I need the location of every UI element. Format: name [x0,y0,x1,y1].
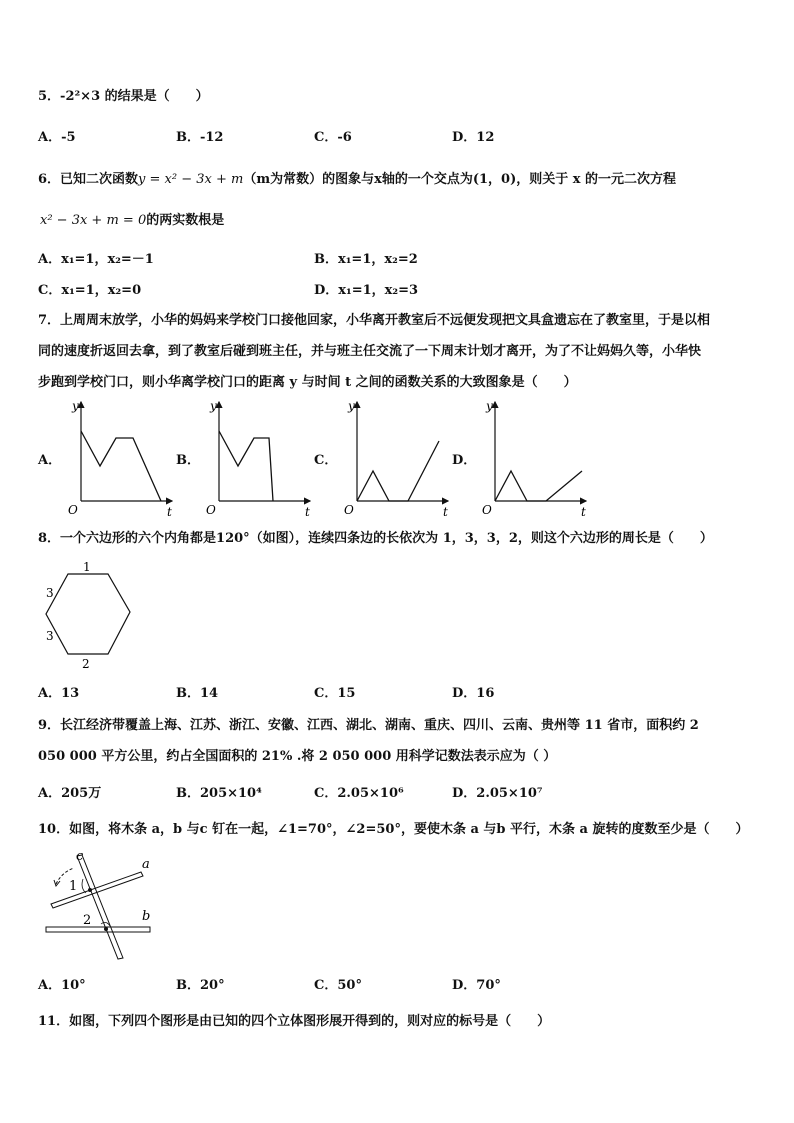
origin-label: O [482,503,492,517]
q9-stem-line1: 9．长江经济带覆盖上海、江苏、浙江、安徽、江西、湖北、湖南、重庆、四川、云南、贵州等 11 省市，面积约 2 [38,718,699,733]
q6-option-d: D．x₁=1，x₂=3 [314,283,419,298]
q8-hexagon-figure [38,558,138,672]
t-label: t [443,505,448,519]
t-label: t [581,505,586,519]
q10-stem: 10．如图，将木条 a，b 与c 钉在一起，∠1=70°，∠2=50°，要使木条 a 与b 平行，木条 a 旋转的度数至少是（ ） [38,822,749,837]
q8-option-b: B．14 [176,686,219,701]
q8-stem: 8．一个六边形的六个内角都是120°（如图），连续四条边的长依次为 1，3，3，2，则这个六边形的周长是（ ） [38,531,713,546]
q9-stem-line2: 050 000 平方公里，约占全国面积的 21% .将 2 050 000 用科学记数法表示应为（ ） [38,749,557,764]
q5-stem: 5．-2²×3 的结果是（ ） [38,89,209,104]
origin-label: O [68,503,78,517]
graph-line [81,431,161,501]
q7-graph-a [60,398,180,520]
q7-graph-d [474,398,594,520]
q10-sticks-figure [38,848,158,966]
nail-dot [88,888,92,892]
q6-stem-line2-text: 的两实数根是 [146,213,225,228]
q7-option-b-label: B． [176,453,200,468]
q6-equation: x² − 3x + m = 0 [40,213,147,228]
hexagon-shape [46,574,130,654]
y-label: y [210,399,217,413]
q6-stem-part1: 6．已知二次函数 [38,172,139,187]
q7-graph-b [198,398,318,520]
q7-graph-c [336,398,456,520]
graph-line [357,441,439,501]
q5-option-a: A．-5 [38,130,76,145]
q7-option-a-label: A． [38,453,62,468]
angle-1-label: 1 [69,879,78,894]
q6-formula: y = x² − 3x + m [138,172,244,187]
hexagon-side-label: 3 [46,629,54,643]
t-label: t [305,505,310,519]
hexagon-side-label: 2 [82,657,90,671]
q9-option-c: C．2.05×10⁶ [314,786,404,801]
q9-option-a: A．205万 [38,786,102,801]
stick-b [46,927,150,932]
q9-option-d: D．2.05×10⁷ [452,786,543,801]
q6-option-c: C．x₁=1，x₂=0 [38,283,142,298]
q9-option-b: B．205×10⁴ [176,786,262,801]
q7-stem-line3: 步跑到学校门口，则小华离学校门口的距离 y 与时间 t 之间的函数关系的大致图象是（ ） [38,375,577,390]
angle-1-arc [82,879,86,893]
q10-option-d: D．70° [452,978,501,993]
hexagon-side-label: 1 [83,560,91,574]
q7-option-d-label: D． [452,453,477,468]
graph-line [219,431,273,501]
origin-label: O [344,503,354,517]
q6-option-a: A．x₁=1，x₂=－1 [38,252,154,267]
q7-stem-line1: 7．上周周末放学，小华的妈妈来学校门口接他回家，小华离开教室后不远便发现把文具盒遗忘在了教室里，于是以相 [38,313,711,328]
stick-a [51,872,143,908]
stick-c [77,855,123,959]
graph-line [495,471,582,501]
q5-option-d: D．12 [452,130,495,145]
q8-option-a: A．13 [38,686,80,701]
q7-stem-line2: 同的速度折返回去拿，到了教室后碰到班主任，并与班主任交流了一下周末计划才离开，为了不让妈妈久等，小华快 [38,344,702,359]
q6-stem-part2: （m为常数）的图象与x轴的一个交点为(1，0)，则关于 x 的一元二次方程 [243,172,677,187]
q6-stem-line2 [40,212,224,230]
stick-a-label: a [142,857,150,872]
hexagon-side-label: 3 [46,586,54,600]
nail-dot [104,927,108,931]
angle-2-label: 2 [83,913,92,928]
q10-option-a: A．10° [38,978,86,993]
q6-stem [38,171,676,189]
q11-stem: 11．如图，下列四个图形是由已知的四个立体图形展开得到的，则对应的标号是（ ） [38,1014,551,1029]
q5-option-b: B．-12 [176,130,224,145]
y-label: y [72,399,79,413]
origin-label: O [206,503,216,517]
q10-option-b: B．20° [176,978,225,993]
q10-option-c: C．50° [314,978,362,993]
stick-c-label: c [76,849,84,864]
q7-option-c-label: C． [314,453,338,468]
t-label: t [167,505,172,519]
q8-option-d: D．16 [452,686,495,701]
q6-option-b: B．x₁=1，x₂=2 [314,252,418,267]
y-label: y [486,399,493,413]
q8-option-c: C．15 [314,686,356,701]
stick-b-label: b [142,909,151,924]
y-label: y [348,399,355,413]
q5-option-c: C．-6 [314,130,352,145]
